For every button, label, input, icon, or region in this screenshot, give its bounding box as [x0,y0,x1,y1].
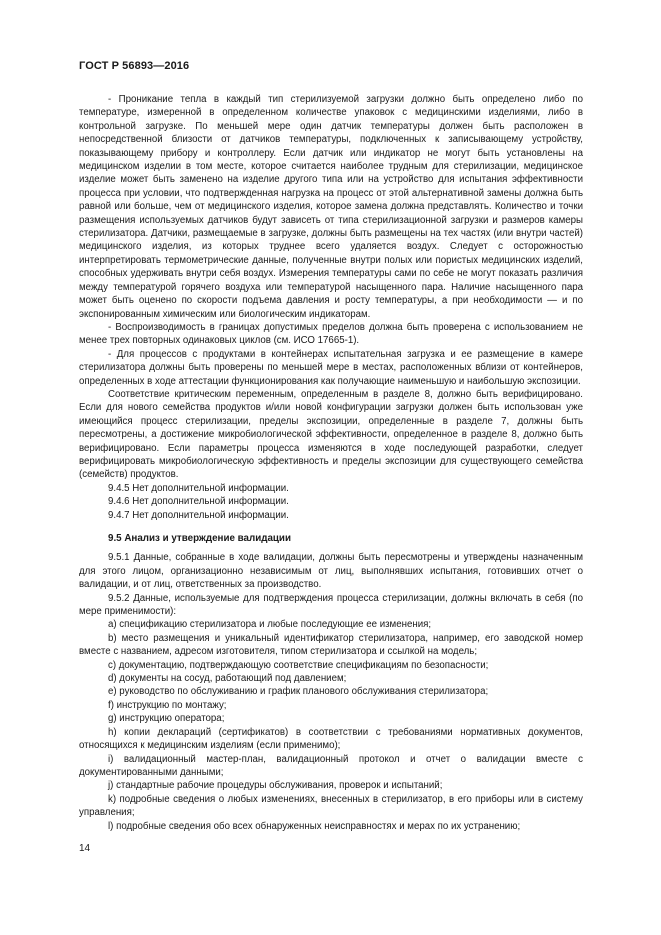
paragraph-containers: - Для процессов с продуктами в контейнерах испытательная загрузка и ее размещение в камере стерилизатора должны быть проверены по меньшей мере в местах, расположенных вблизи от контейнеров, определенных в ходе аттестации функционирования как получающие наименьшую и наибольшую экспозиции. [79,348,583,387]
list-item-e: e) руководство по обслуживанию и график планового обслуживания стерилизатора; [108,686,489,698]
clause-9-5-2: 9.5.2 Данные, используемые для подтверждения процесса стерилизации, должны включать в себя (по мере применимости): [79,592,583,618]
clause-9-4-6: 9.4.6 Нет дополнительной информации. [108,496,289,508]
paragraph-critical-variables: Соответствие критическим переменным, определенным в разделе 8, должно быть верифицировано. Если для нового семейства продуктов и/или новой конфигурации загрузки должен быть использован уже имеющийся процесс стерилизации, пределы экспозиции, определенные в разделе 7, должны быть пересмотрены, а достижение микробиологической эффективности, определенное в разделе 8, должно быть верифицировано. Если параметры процесса изменяются в ходе последующей разработки, следует верифицировать микробиологическую эффективность и пределы экспозиции для существующего семейства (семейств) продуктов. [79,388,583,481]
list-item-j: j) стандартные рабочие процедуры обслуживания, проверок и испытаний; [108,780,443,792]
document-body [79,93,583,833]
section-heading: 9.5 Анализ и утверждение валидации [108,533,291,544]
paragraph-heat-penetration: - Проникание тепла в каждый тип стерилизуемой загрузки должно быть определено либо по температуре, измеренной в определенном количестве упаковок с медицинскими изделиями, либо в контрольной загрузке. По меньшей мере один датчик температуры должен быть расположен в непосредственной близости от датчиков температуры, подключенных к записывающему устройству, показывающему прибору и контроллеру. Если датчик или индикатор не могут быть установлены на медицинском изделии в том месте, которое считается наиболее трудным для стерилизации, медицинское изделие может быть заменено на изделие другого типа или на устройство для испытания эффективности процесса при условии, что подтвержденная нагрузка на процесс от этой альтернативной замены должна быть равной или больше, чем от медицинского изделия, которое замена должна представлять. Количество и точки размещения используемых датчиков будут зависеть от типа стерилизационной загрузки и размеров камеры стерилизатора. Датчики, размещаемые в загрузке, должны быть размещены на тех частях (или внутри частей) медицинского изделия, из которых труднее всего удаляется воздух. Следует с осторожностью интерпретировать термометрические данные, полученные внутри полых или пористых медицинских изделий, способных удерживать внутри себя воздух. Измерения температуры сами по себе не могут показать различия между температурой горячего воздуха или температурой насыщенного пара. Наличие насыщенного пара может быть оценено по скорости подъема давления и росту температуры, а при необходимости — и по экспонированным химическим или биологическим индикаторам. [79,94,583,320]
list-item-h: h) копии деклараций (сертификатов) в соответствии с требованиями нормативных документов, относящихся к медицинским изделиям (если применимо); [79,726,583,752]
list-item-i: i) валидационный мастер-план, валидационный протокол и отчет о валидации вместе с документированными данными; [79,753,583,778]
clause-9-4-5: 9.4.5 Нет дополнительной информации. [108,482,289,494]
page-number: 14 [79,843,91,854]
document-header: ГОСТ Р 56893—2016 [79,60,190,72]
paragraph-reproducibility: - Воспроизводимость в границах допустимых пределов должна быть проверена с использованием не менее трех повторных одинаковых циклов (см. ИСО 17665-1). [79,321,583,347]
list-item-a: a) спецификацию стерилизатора и любые последующие ее изменения; [108,619,432,631]
list-item-c: c) документацию, подтверждающую соответствие спецификациям по безопасности; [108,659,489,671]
list-item-d: d) документы на сосуд, работающий под давлением; [108,673,347,685]
clause-9-5-1: 9.5.1 Данные, собранные в ходе валидации, должны быть пересмотрены и утверждены назначенным для этого лицом, организационно независимым от лиц, выполнявших испытания, готовивших отчет о валидации, и от лиц, ответственных за производство. [79,552,583,591]
clause-9-4-7: 9.4.7 Нет дополнительной информации. [108,509,289,521]
list-item-b: b) место размещения и уникальный идентификатор стерилизатора, например, его заводской номер вместе с названием, адресом изготовителя, типом стерилизатора и ссылкой на модель; [79,632,583,658]
list-item-g: g) инструкцию оператора; [108,713,225,725]
list-item-l: l) подробные сведения обо всех обнаруженных неисправностях и мерах по их устранению; [108,820,521,832]
list-item-f: f) инструкцию по монтажу; [108,699,227,711]
list-item-k: k) подробные сведения о любых изменениях, внесенных в стерилизатор, в его приборы или в систему управления; [79,793,583,819]
